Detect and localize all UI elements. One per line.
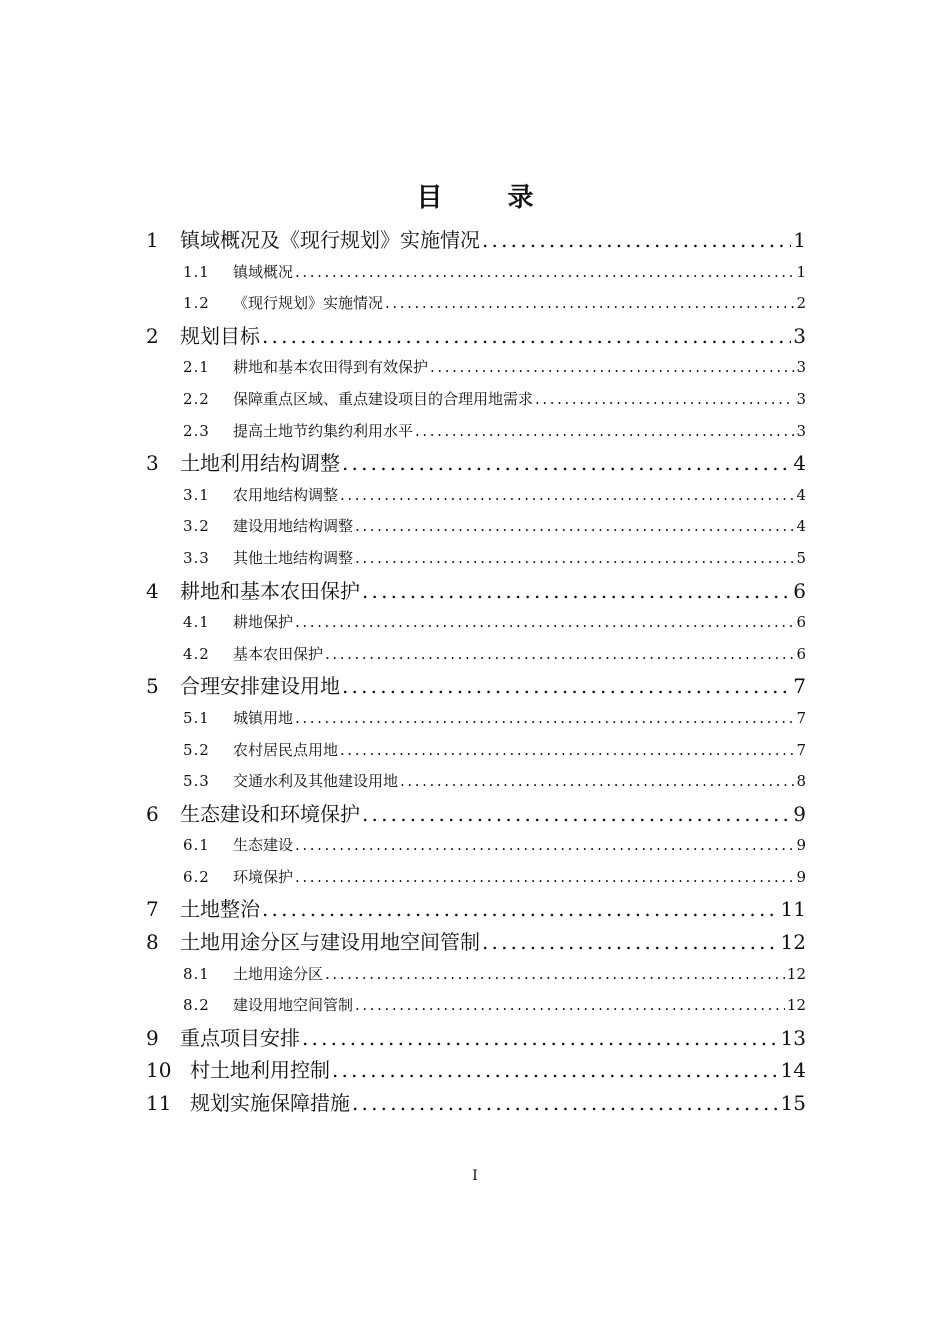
toc-entry-number: 2.2 xyxy=(183,389,210,408)
toc-entry-page: 12 xyxy=(786,996,806,1015)
toc-chapter-entry[interactable] xyxy=(146,1054,806,1087)
toc-dot-leader xyxy=(355,511,794,543)
toc-entry-page: 4 xyxy=(796,485,806,504)
toc-dot-leader xyxy=(385,288,794,320)
toc-entry-title: 农用地结构调整 xyxy=(233,485,339,504)
toc-entry-title: 《现行规划》实施情况 xyxy=(233,294,384,313)
toc-dot-leader xyxy=(362,798,791,831)
toc-entry-page: 3 xyxy=(796,358,806,377)
toc-entry-number: 10 xyxy=(146,1058,172,1083)
toc-entry-title: 镇域概况 xyxy=(233,262,294,281)
toc-chapter-entry[interactable] xyxy=(146,224,806,257)
toc-entry-title: 耕地和基本农田保护 xyxy=(180,578,360,603)
toc-dot-leader xyxy=(430,352,794,384)
toc-entry-number: 1.1 xyxy=(183,262,210,281)
toc-section-entry[interactable] xyxy=(146,735,806,767)
toc-entry-number: 5.3 xyxy=(183,772,210,791)
toc-chapter-entry[interactable] xyxy=(146,893,806,926)
toc-entry-number: 3.2 xyxy=(183,517,210,536)
toc-chapter-entry[interactable] xyxy=(146,1022,806,1055)
toc-entry-number: 2 xyxy=(146,323,159,348)
toc-section-entry[interactable] xyxy=(146,288,806,320)
toc-dot-leader xyxy=(262,893,779,926)
toc-entry-page: 9 xyxy=(796,867,806,886)
toc-entry-number: 4 xyxy=(146,578,159,603)
table-of-contents xyxy=(146,224,806,1120)
toc-section-entry[interactable] xyxy=(146,257,806,289)
toc-entry-page: 7 xyxy=(796,740,806,759)
toc-section-entry[interactable] xyxy=(146,703,806,735)
toc-section-entry[interactable] xyxy=(146,352,806,384)
toc-section-entry[interactable] xyxy=(146,639,806,671)
toc-entry-page: 5 xyxy=(796,548,806,567)
toc-section-entry[interactable] xyxy=(146,384,806,416)
toc-entry-number: 5 xyxy=(146,674,159,699)
toc-chapter-entry[interactable] xyxy=(146,447,806,480)
toc-dot-leader xyxy=(325,639,794,671)
toc-entry-page: 4 xyxy=(793,451,806,476)
toc-entry-page: 3 xyxy=(796,421,806,440)
toc-dot-leader xyxy=(400,766,794,798)
toc-entry-number: 2.3 xyxy=(183,421,210,440)
toc-section-entry[interactable] xyxy=(146,511,806,543)
toc-entry-number: 7 xyxy=(146,897,159,922)
toc-entry-page: 7 xyxy=(796,708,806,727)
toc-section-entry[interactable] xyxy=(146,480,806,512)
toc-entry-number: 6.1 xyxy=(183,836,210,855)
toc-entry-title: 合理安排建设用地 xyxy=(180,674,340,699)
toc-section-entry[interactable] xyxy=(146,766,806,798)
toc-entry-title: 生态建设 xyxy=(233,836,294,855)
toc-entry-number: 4.2 xyxy=(183,644,210,663)
toc-section-entry[interactable] xyxy=(146,416,806,448)
toc-entry-number: 8.1 xyxy=(183,964,210,983)
toc-dot-leader xyxy=(295,862,794,894)
toc-entry-title: 土地用途分区与建设用地空间管制 xyxy=(180,930,480,955)
toc-entry-title: 土地用途分区 xyxy=(233,964,324,983)
toc-entry-number: 3.3 xyxy=(183,548,210,567)
toc-entry-page: 9 xyxy=(793,801,806,826)
toc-dot-leader xyxy=(302,1022,779,1055)
toc-entry-number: 8.2 xyxy=(183,996,210,1015)
toc-dot-leader xyxy=(355,543,794,575)
toc-entry-page: 8 xyxy=(796,772,806,791)
toc-entry-title: 村土地利用控制 xyxy=(190,1058,330,1083)
toc-entry-number: 4.1 xyxy=(183,613,210,632)
toc-section-entry[interactable] xyxy=(146,607,806,639)
toc-dot-leader xyxy=(535,384,794,416)
toc-entry-title: 提高土地节约集约利用水平 xyxy=(233,421,414,440)
toc-entry-page: 3 xyxy=(796,389,806,408)
toc-entry-page: 4 xyxy=(796,517,806,536)
toc-entry-number: 8 xyxy=(146,930,159,955)
toc-entry-page: 6 xyxy=(796,613,806,632)
toc-chapter-entry[interactable] xyxy=(146,798,806,831)
toc-entry-title: 其他土地结构调整 xyxy=(233,548,354,567)
toc-entry-page: 9 xyxy=(796,836,806,855)
toc-dot-leader xyxy=(295,607,794,639)
toc-entry-title: 生态建设和环境保护 xyxy=(180,801,360,826)
toc-entry-number: 3 xyxy=(146,451,159,476)
toc-chapter-entry[interactable] xyxy=(146,926,806,959)
toc-entry-number: 1 xyxy=(146,228,159,252)
toc-entry-title: 基本农田保护 xyxy=(233,644,324,663)
toc-entry-title: 土地利用结构调整 xyxy=(180,451,340,476)
toc-dot-leader xyxy=(340,480,794,512)
toc-dot-leader xyxy=(362,575,791,608)
toc-dot-leader xyxy=(342,447,791,480)
toc-dot-leader xyxy=(342,670,791,703)
toc-dot-leader xyxy=(325,959,785,991)
toc-chapter-entry[interactable] xyxy=(146,670,806,703)
toc-dot-leader xyxy=(415,416,794,448)
toc-entry-title: 耕地保护 xyxy=(233,613,294,632)
toc-dot-leader xyxy=(482,926,779,959)
toc-section-entry[interactable] xyxy=(146,990,806,1022)
toc-entry-number: 6.2 xyxy=(183,867,210,886)
toc-entry-number: 2.1 xyxy=(183,358,210,377)
toc-entry-title: 保障重点区域、重点建设项目的合理用地需求 xyxy=(233,389,534,408)
toc-section-entry[interactable] xyxy=(146,862,806,894)
toc-section-entry[interactable] xyxy=(146,830,806,862)
toc-dot-leader xyxy=(295,257,794,289)
toc-entry-number: 3.1 xyxy=(183,485,210,504)
toc-entry-page: 7 xyxy=(793,674,806,699)
toc-entry-title: 规划实施保障措施 xyxy=(190,1091,350,1116)
toc-entry-title: 建设用地结构调整 xyxy=(233,517,354,536)
toc-section-entry[interactable] xyxy=(146,959,806,991)
toc-chapter-entry[interactable] xyxy=(146,320,806,353)
toc-entry-title: 镇域概况及《现行规划》实施情况 xyxy=(180,228,480,252)
toc-section-entry[interactable] xyxy=(146,543,806,575)
toc-entry-page: 14 xyxy=(780,1058,806,1083)
toc-entry-title: 农村居民点用地 xyxy=(233,740,339,759)
toc-entry-title: 交通水利及其他建设用地 xyxy=(233,772,399,791)
toc-dot-leader xyxy=(295,830,794,862)
toc-entry-page: 1 xyxy=(793,228,806,252)
toc-entry-title: 环境保护 xyxy=(233,867,294,886)
toc-entry-title: 土地整治 xyxy=(180,897,260,922)
toc-entry-page: 13 xyxy=(780,1025,806,1050)
toc-entry-number: 6 xyxy=(146,801,159,826)
toc-entry-page: 12 xyxy=(780,930,806,955)
toc-dot-leader xyxy=(332,1054,779,1087)
toc-entry-number: 5.2 xyxy=(183,740,210,759)
toc-entry-title: 建设用地空间管制 xyxy=(233,996,354,1015)
toc-entry-title: 重点项目安排 xyxy=(180,1025,300,1050)
toc-entry-number: 9 xyxy=(146,1025,159,1050)
toc-entry-page: 2 xyxy=(796,294,806,313)
toc-entry-page: 6 xyxy=(793,578,806,603)
toc-dot-leader xyxy=(340,735,794,767)
toc-dot-leader xyxy=(482,224,791,257)
toc-entry-page: 3 xyxy=(793,323,806,348)
toc-dot-leader xyxy=(355,990,785,1022)
toc-entry-page: 1 xyxy=(796,262,806,281)
toc-dot-leader xyxy=(262,320,791,353)
toc-entry-title: 规划目标 xyxy=(180,323,260,348)
toc-entry-title: 耕地和基本农田得到有效保护 xyxy=(233,358,429,377)
toc-chapter-entry[interactable] xyxy=(146,1087,806,1120)
toc-dot-leader xyxy=(295,703,794,735)
page-title: 目 录 xyxy=(416,183,562,213)
toc-entry-page: 12 xyxy=(786,964,806,983)
page-number: I xyxy=(472,1168,478,1184)
toc-entry-number: 11 xyxy=(146,1091,172,1116)
toc-dot-leader xyxy=(352,1087,779,1120)
toc-entry-page: 6 xyxy=(796,644,806,663)
toc-chapter-entry[interactable] xyxy=(146,575,806,608)
toc-entry-number: 1.2 xyxy=(183,294,210,313)
toc-entry-number: 5.1 xyxy=(183,708,210,727)
toc-entry-page: 15 xyxy=(780,1091,806,1116)
toc-entry-page: 11 xyxy=(780,897,806,922)
toc-entry-title: 城镇用地 xyxy=(233,708,294,727)
